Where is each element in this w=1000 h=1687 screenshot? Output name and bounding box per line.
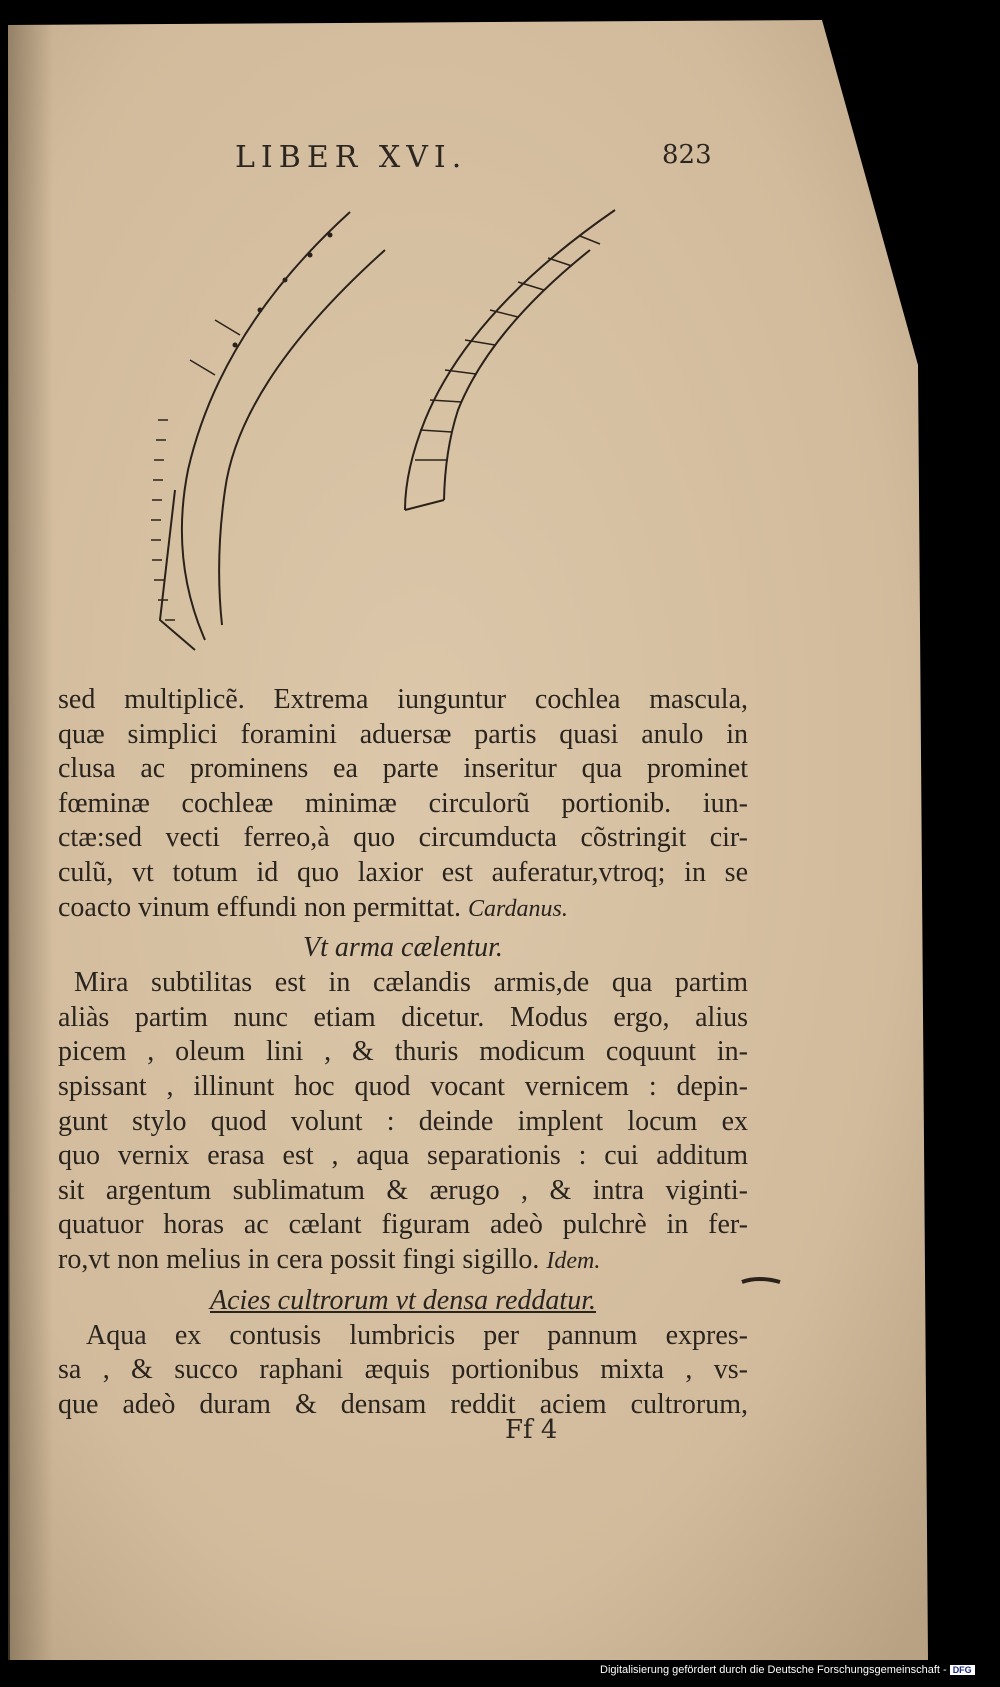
text-line <box>58 1243 748 1279</box>
binding-shadow <box>8 25 53 1660</box>
text-line: ctæ:sed vecti ferreo,à quo circumducta cõstringit cir- <box>58 822 748 854</box>
text-line: culũ, vt totum id quo laxior est auferatur,vtroq; in se <box>58 856 748 888</box>
text-line-content: coacto vinum effundi non permittat. <box>58 891 462 923</box>
text-line: sed multiplicẽ. Extrema iunguntur cochlea mascula, <box>58 684 748 715</box>
text-line: sa , & succo raphani æquis portionibus mixta , vs- <box>58 1354 748 1386</box>
text-line: quatuor horas ac cælant figuram adeò pulchrè in fer- <box>58 1209 748 1241</box>
text-line: spissant , illinunt hoc quod vocant vernicem : depin- <box>58 1070 748 1102</box>
text-line: Mira subtilitas est in cælandis armis,de qua partim <box>74 967 748 999</box>
text-line: sit argentum sublimatum & ærugo , & intra viginti- <box>58 1174 748 1206</box>
section-heading-arma: Vt arma cælentur. <box>303 932 503 964</box>
text-line: clusa ac prominens ea parte inseritur qua prominet <box>58 753 748 785</box>
footer-credit <box>600 1664 975 1676</box>
attribution: Cardanus. <box>468 895 568 922</box>
text-line: aliàs partim nunc etiam dicetur. Modus ergo, alius <box>58 1001 748 1033</box>
footer-text: Digitalisierung gefördert durch die Deutsche Forschungsgemeinschaft - <box>600 1664 947 1676</box>
running-header: LIBER XVI. <box>235 140 468 175</box>
text-line: quo vernix erasa est , aqua separationis : cui additum <box>58 1140 748 1172</box>
page-number: 823 <box>662 140 712 170</box>
text-line: Aqua ex contusis lumbricis per pannum expres- <box>86 1319 748 1351</box>
dfg-logo: DFG <box>950 1665 975 1675</box>
text-line: picem , oleum lini , & thuris modicum coquunt in- <box>58 1036 748 1068</box>
text-line: que adeò duram & densam reddit aciem cultrorum, <box>58 1388 748 1420</box>
body-paragraph-1 <box>58 683 748 1422</box>
text-line: gunt stylo quod volunt : deinde implent locum ex <box>58 1105 748 1137</box>
attribution: Idem. <box>546 1247 601 1274</box>
text-line <box>58 891 748 927</box>
section-heading-acies <box>58 1283 748 1319</box>
text-line: fœminæ cochleæ minimæ circulorũ portionib. iun- <box>58 787 748 819</box>
text-line: quæ simplici foramini aduersæ partis quasi anulo in <box>58 718 748 750</box>
signature-mark: Ff 4 <box>505 1415 558 1445</box>
heading-text: Acies cultrorum vt densa reddatur. <box>210 1284 596 1316</box>
text-line-content: ro,vt non melius in cera possit fingi sigillo. <box>58 1243 540 1275</box>
